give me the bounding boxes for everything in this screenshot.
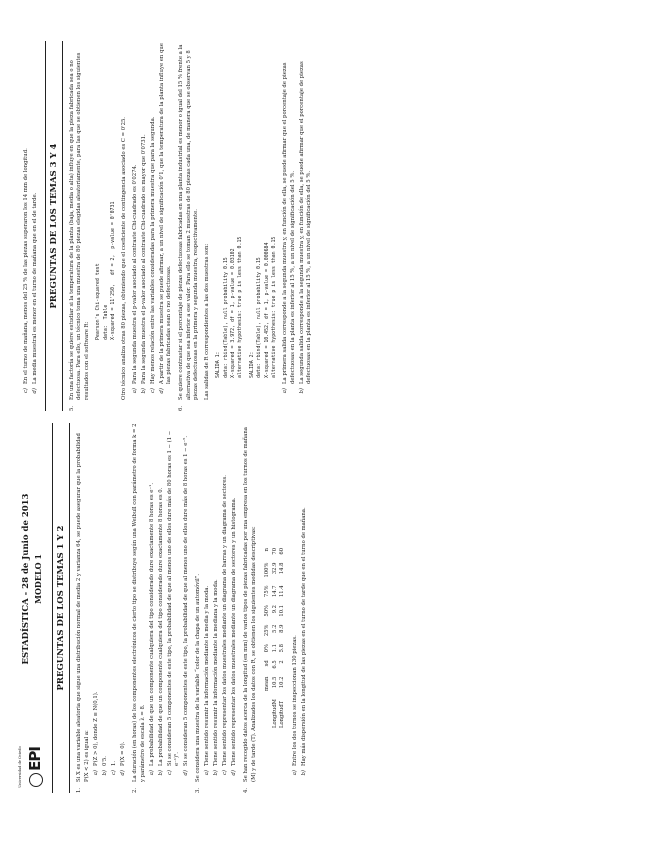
option-c: c) Si se consideran 5 componentes de este tipo, la probabilidad de que al menos uno de ellos dure más de 80 horas es 1 − (1 − e⁻¹)⁵. [166, 430, 181, 776]
option-d: d) La media muestral es menor en el turno de mañana que en el de tarde. [31, 192, 38, 394]
question-1 [76, 423, 129, 793]
r-output: Pearson's Chi-squared test data: Table X-squared = 11'250, df = 2, p-value = 0'0731 [95, 201, 116, 340]
exam-title: ESTADÍSTICA - 28 de Junio de 2013 [20, 493, 31, 665]
section-1-title: PREGUNTAS DE LOS TEMAS 1 Y 2 [52, 423, 70, 793]
left-column [18, 423, 313, 793]
question-text: Si X es una variable aleatoria que sigue una distribución normal de media 2 y varianza 64, se puede asegurar que la probabilidad P(X < 2) es igual a: [76, 433, 90, 782]
question-text: Se quiere contrastar si el porcentaje de piezas defectuosas fabricadas en una planta industrial es menor o igual del 15 % frente a la alternativa de que sea inferior a ese valor. Para ello se toman 2 muestras de 80 piezas cada una, de manera que se observan 5 y 8 piezas defectuosas en la primera y segunda muestra, respectivamente. [178, 44, 200, 400]
option-b: b) La probabilidad de que un componente cualquiera del tipo considerado dure exactamente 8 horas es 0. [157, 487, 164, 776]
question-number: 6. [178, 405, 185, 411]
section-2-title: PREGUNTAS DE LOS TEMAS 3 Y 4 [45, 41, 63, 411]
question-5 [69, 41, 176, 411]
exam-header [18, 423, 46, 793]
option-a: a) La primera salida corresponde a la segunda muestra y, en función de ella, se puede afirmar que el porcentaje de piezas defectuosas en la planta es inferior al 15 %, a un nivel de significación del 5 %. [282, 62, 296, 394]
logo-text: EPI [26, 747, 45, 771]
right-column [18, 41, 318, 411]
option-b: b) Para la segunda muestra el p-valor asociado al contraste Chi-cuadrado es mayor que 0'0731. [140, 134, 147, 394]
question-number: 1. [76, 787, 83, 793]
option-c: c) 1. [111, 760, 118, 776]
option-a: a) Tiene sentido resumir la información mediante la media y la moda. [204, 585, 211, 776]
question-text: La duración (en horas) de los componentes electrónicos de cierto tipo se distribuye según una Weibull con parámetro de forma k = 2 y parámetro de escala λ = 8. [132, 423, 146, 782]
option-a: a) Para la segunda muestra el p-valor asociado al contraste Chi-cuadrado es 0'0274. [131, 164, 138, 394]
logo-university-name: Universidad de Oviedo [18, 746, 22, 788]
table-header-row: mean sd 0% 25% 50% 75% 100% n [264, 548, 271, 692]
table-row: LongitudM 10.5 6.5 1.1 5.2 9.2 14.7 32.9 70 [271, 548, 278, 728]
question-intro: Las salidas de R correspondientes a las dos muestras son: [203, 243, 210, 400]
question-number: 4. [243, 787, 250, 793]
option-d: d) Tiene sentido representar los datos muestrales mediante un diagrama de sectores y un histograma. [231, 497, 238, 776]
option-c: c) En el turno de mañana, menos del 25 % de las piezas superaron los 14 mm de longitud. [22, 148, 29, 394]
option-b: b) Tiene sentido resumir la información mediante la mediana y la moda. [213, 579, 220, 776]
question-6 [178, 41, 315, 411]
option-a: a) Entre los dos turnos se inspeccionan 130 piezas. [292, 635, 299, 776]
option-d: d) P(X = 0). [120, 741, 127, 776]
option-a: a) P(Z > 0), donde Z ≡ N(0,1). [92, 691, 99, 776]
question-number: 3. [195, 787, 202, 793]
logo-mark [25, 747, 46, 787]
option-b: b) La segunda salida corresponde a la segunda muestra y, en función de ella, se puede afirmar que el porcentaje de piezas defectuosas en la planta es inferior al 15 %, a un nivel de significación del 5 %. [298, 61, 313, 394]
option-c: c) Tiene sentido representar los datos muestrales mediante un diagrama de barras y un diagrama de sectores. [222, 475, 229, 776]
option-b: b) Hay más dispersión en la longitud de las piezas en el turno de tarde que en el turno de mañana. [301, 507, 308, 776]
question-number: 2. [132, 787, 139, 793]
option-b: b) 0'5. [102, 756, 108, 776]
exam-model: MODELO 1 [33, 554, 44, 604]
option-d: d) Si se consideran 5 componentes de este tipo, la probabilidad de que al menos uno de ellos dure más de 8 horas es 1 − e⁻⁵. [183, 435, 190, 776]
question-text: Se han recogido datos acerca de la longitud (en mm) de varios tipos de piezas fabricadas por una empresa en los turnos de mañana (M) y de tarde (T). Analizados los datos con R, se obtienen los siguientes medidas descriptivas: [243, 427, 257, 782]
descriptive-stats-table [264, 544, 286, 732]
gear-icon [29, 773, 43, 787]
question-3 [195, 423, 240, 793]
table-row: LongitudT 10.2 2 5.8 8.9 10.1 11.4 14.8 60 [279, 548, 286, 728]
question-number: 5. [68, 405, 75, 411]
question-text-continued: Otro técnico analiza otras 80 piezas, obteniendo que el coeficiente de contingencia asociado es C = 0'25. [121, 117, 128, 400]
option-a: a) La probabilidad de que un componente cualquiera del tipo considerado dure exactamente 8 horas es e⁻¹. [148, 482, 155, 776]
r-output-2: SALIDA 2: data: rbind(Table), null probability 0.15 X-squared = 10.452, df = 1, p-value = 0.000684 alternative hypothesis: true p is less than 0.15 [248, 236, 277, 378]
university-logo [18, 741, 46, 793]
question-text: En una factoría se quiere estudiar si la temperatura de la planta (baja, media o alta) influye en que la pieza fabricada sea o no defectuosa. Para ello, un técnico toma una muestra de 80 piezas elegidas aleatoriamente, para las que se obtienen los siguientes resultados con el software R: [68, 52, 90, 400]
title-block [20, 423, 44, 735]
question-2 [132, 423, 192, 793]
question-text: Se considera una muestra de la variable “color de la chapa de un automóvil”. [195, 573, 202, 782]
question-4 [243, 423, 310, 793]
r-output-1: SALIDA 1: data: rbind(Table), null probability 0.15 X-squared = 3.972, df = 1, p-value = 0.03102 alternative hypothesis: true p is less than 0.15 [215, 236, 244, 378]
option-d: d) A partir de la primera muestra se puede afirmar, a un nivel de significación 0'1, que la temperatura de la planta influye en que las piezas fabricadas sean o no defectuosas. [158, 43, 173, 394]
option-c: c) Hay menos relación entre las variables consideradas para la primera muestra que para la segunda. [149, 116, 156, 394]
question-4-continued [21, 41, 41, 411]
